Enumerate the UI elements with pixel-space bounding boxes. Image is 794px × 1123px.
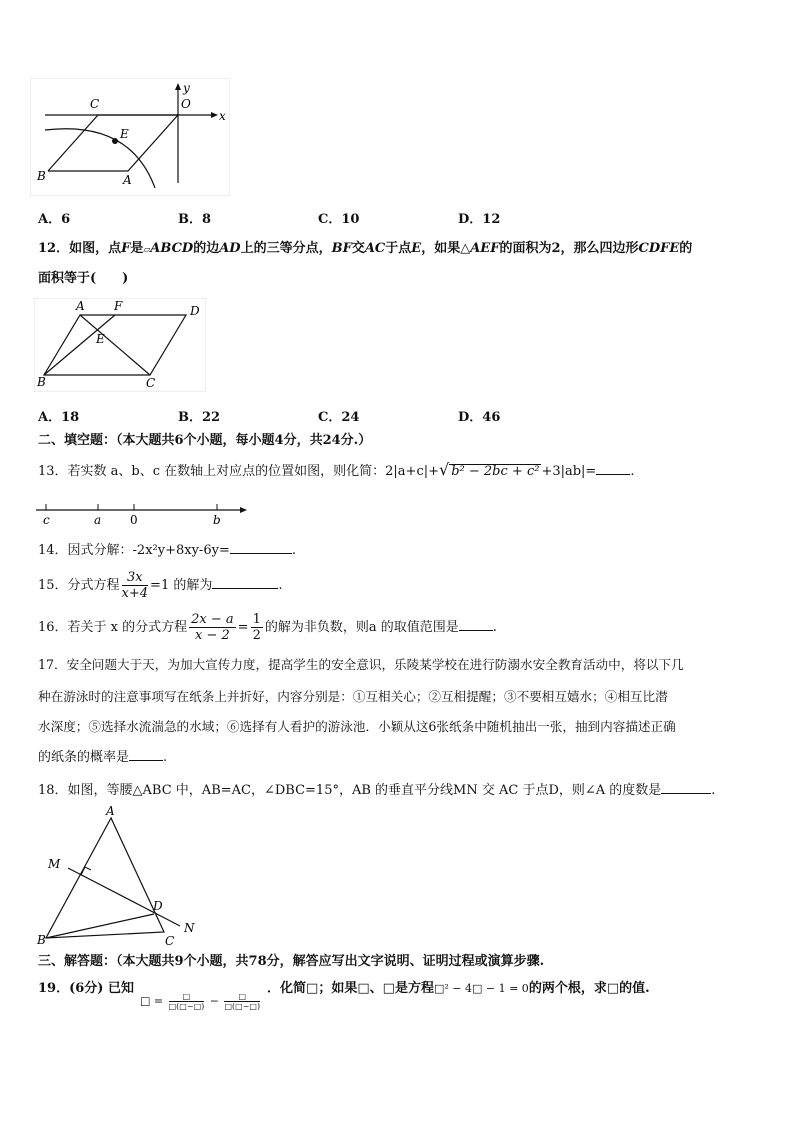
q12-option-c[interactable]: C．24 (318, 410, 360, 425)
q11-label-o: O (181, 97, 191, 111)
q12-label-a: A (76, 299, 85, 313)
q14-line: 14．因式分解：-2x²y+8xy-6y= . (38, 543, 296, 558)
q12-line2: 面积等于( ) (38, 271, 129, 286)
q11-options (38, 208, 598, 227)
q12-label-d: D (190, 304, 200, 318)
q18-label-c: C (165, 934, 175, 948)
q17-line4: 的纸条的概率是 . (38, 750, 168, 765)
q12-label-e: E (96, 332, 105, 346)
q18-label-b: B (37, 933, 46, 947)
q11-label-y: y (183, 81, 190, 95)
q19-expression: □ = $\frac{□}{□(□-□)}$ − $\frac{□}{□(□-□)}$ (140, 992, 261, 1011)
q11-figure (30, 78, 230, 196)
q15-answer-blank[interactable] (212, 576, 278, 589)
q19-line: 19．(6分) 已知 □ = $\frac{□}{□(□-□)}$ − $\frac{□}{□(□-□)}$ ．化简□；如果□、□是方程□² − 4□ − 1 = 0的两个根，求□的值. (38, 981, 650, 1011)
q16-line: 16．若关于 x 的分式方程 $\frac{2x - a}{x - 2}$ = $\frac{1}{2}$ 的解为非负数，则a 的取值范围是 . (38, 612, 497, 643)
q13-answer-blank[interactable] (596, 462, 630, 475)
q13-label-c: c (43, 513, 50, 527)
q11-option-c[interactable]: C．10 (318, 212, 360, 227)
q12-option-d[interactable]: D．46 (458, 410, 501, 425)
q13-line: 13．若实数 a、b、c 在数轴上对应点的位置如图，则化简：2|a+c|+√ b² − 2bc + c² +3|ab|= . (38, 460, 635, 479)
q11-label-e: E (120, 127, 129, 141)
section-3-heading: 三、解答题：（本大题共9个小题，共78分，解答应写出文字说明、证明过程或演算步骤. (38, 954, 545, 969)
q12-option-a[interactable]: A．18 (38, 410, 80, 425)
q18-answer-blank[interactable] (661, 781, 711, 794)
q11-option-d[interactable]: D．12 (458, 212, 501, 227)
q18-label-n: N (184, 921, 195, 935)
q16-answer-blank[interactable] (459, 618, 493, 631)
q13-number-line (36, 500, 250, 528)
q11-option-a[interactable]: A．6 (38, 212, 71, 227)
q12-figure (34, 298, 206, 392)
q17-line1: 17．安全问题大于天，为加大宣传力度，提高学生的安全意识，乐陵某学校在进行防溺水安全教育活动中，将以下几 (38, 657, 684, 672)
q18-figure (34, 804, 200, 948)
q12-label-b: B (37, 375, 46, 389)
q12-line1: 12．如图，点F是▱ABCD的边AD上的三等分点，BF交AC于点E，如果△AEF的面积为2，那么四边形CDFE的 (38, 241, 693, 256)
q13-label-a: a (94, 513, 102, 527)
q18-line: 18．如图，等腰△ABC 中，AB=AC，∠DBC=15°，AB 的垂直平分线MN 交 AC 于点D，则∠A 的度数是 . (38, 783, 716, 798)
q11-label-x: x (219, 109, 226, 123)
q17-line2: 种在游泳时的注意事项写在纸条上并折好，内容分别是：①互相关心；②互相提醒；③不要相互嬉水；④相互比潜 (38, 689, 668, 704)
q17-line3: 水深度；⑤选择水流湍急的水域；⑥选择有人看护的游泳池．小颖从这6张纸条中随机抽出一张，抽到内容描述正确 (38, 719, 676, 734)
section-2-heading: 二、填空题：（本大题共6个小题，每小题4分，共24分.） (38, 433, 372, 448)
q12-label-f: F (114, 299, 123, 313)
q11-label-b: B (37, 169, 46, 183)
q12-options (38, 406, 598, 425)
q18-label-d: D (153, 899, 163, 913)
q14-answer-blank[interactable] (230, 541, 292, 554)
q11-label-c: C (90, 97, 100, 111)
q12-label-c: C (146, 376, 156, 390)
q11-option-b[interactable]: B．8 (178, 212, 212, 227)
q11-label-a: A (123, 173, 132, 187)
q15-line: 15．分式方程 $\frac{3x}{x+4}$ =1 的解为 . (38, 570, 283, 601)
q13-label-b: b (213, 513, 221, 527)
q17-answer-blank[interactable] (129, 748, 163, 761)
q12-option-b[interactable]: B．22 (178, 410, 221, 425)
q18-label-a: A (106, 804, 115, 818)
q18-label-m: M (48, 857, 61, 871)
q13-label-zero: 0 (130, 513, 138, 527)
